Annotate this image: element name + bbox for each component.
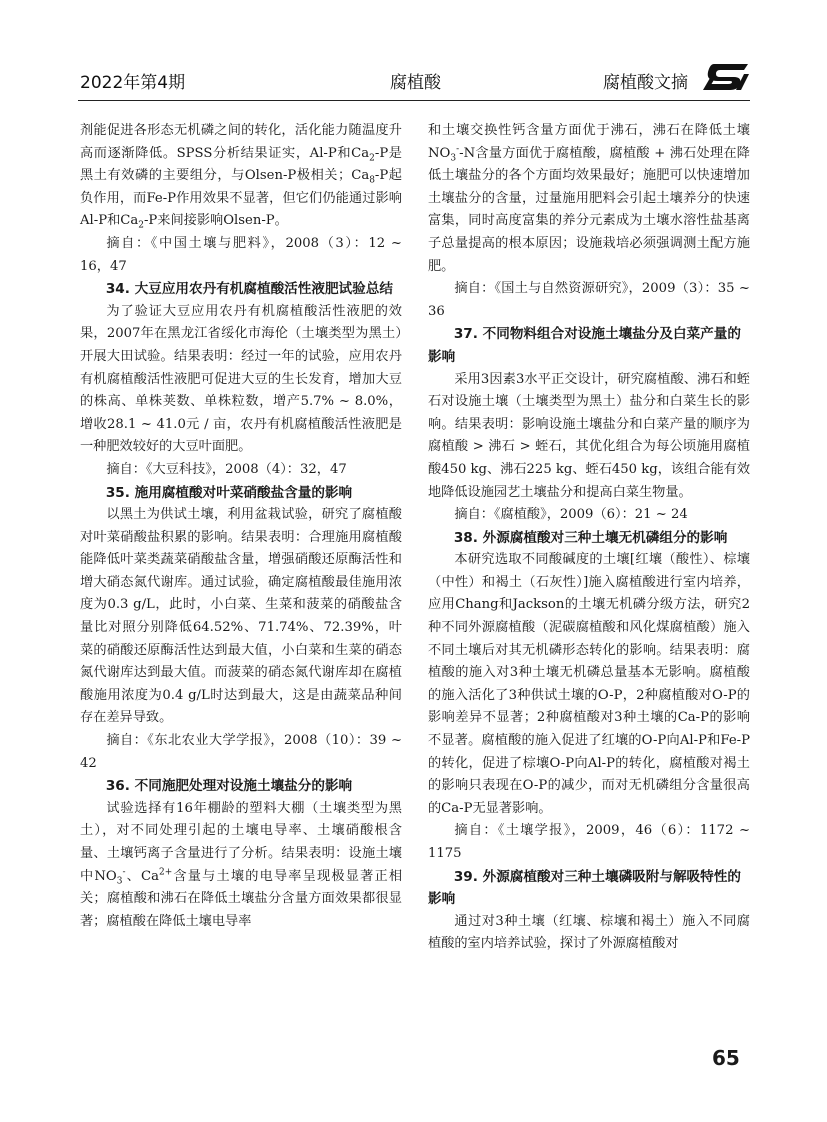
heading-39: 39. 外源腐植酸对三种土壤磷吸附与解吸特性的影响: [428, 868, 741, 908]
page-header: [0, 0, 827, 104]
heading-35: 35. 施用腐植酸对叶菜硝酸盐含量的影响: [105, 484, 353, 501]
right-column: [428, 120, 750, 956]
heading-37: 37. 不同物料组合对设施土壤盐分及白菜产量的影响: [428, 326, 741, 365]
paragraph-35: 以黑土为供试土壤，利用盆栽试验，研究了腐植酸对叶菜硝酸盐积累的影响。结果表明：合理施用腐植酸能降低叶菜类蔬菜硝酸盐含量，增强硝酸还原酶活性和增大硝态氮代谢库。通过试验，确定腐植酸最佳施用浓度为0.3 g/L，此时，小白菜、生菜和菠菜的硝酸盐含量比对照分别降低64.52%、71.74%、72.39%，叶菜的硝酸还原酶活性达到最大值，小白菜和生菜的硝态氮代谢库达到最大值。而菠菜的硝态氮代谢库却在腐植酸施用浓度为0.4 g/L时达到最大，这是由蔬菜品种间存在差异导致。: [80, 507, 402, 726]
paragraph-38: 本研究选取不同酸碱度的土壤[红壤（酸性）、棕壤（中性）和褐土（石灰性）]施入腐植酸进行室内培养，应用Chang和Jackson的土壤无机磷分级方法，研究2种不同外源腐植酸（泥碳腐植酸和风化煤腐植酸）施入不同土壤后对其无机磷形态转化的影响。结果表明：腐植酸的施入对3种土壤无机磷总量基本无影响。腐植酸的施入活化了3种供试土壤的O-P，2种腐植酸对O-P的影响差异不显著；2种腐植酸对3种土壤的Ca-P的影响不显著。腐植酸的施入促进了红壤的O-P向Al-P和Fe-P的转化，促进了棕壤O-P向Al-P的转化，腐植酸对褐土的影响只表现在O-P的减少，而对无机磷组分含量很高的Ca-P无显著影响。: [428, 552, 750, 816]
continued-paragraph-right: 和土壤交换性钙含量方面优于沸石，沸石在降低土壤$NO_3^--N$含量方面优于腐植酸，腐植酸 + 沸石处理在降低土壤盐分的各个方面均效果最好；施肥可以快速增加土壤盐分的含量，过量施用肥料会引起土壤养分的快速富集，同时高度富集的养分元素成为土壤水溶性盐基离子总量提高的根本原因；设施栽培必须强调测土配方施肥。: [428, 123, 750, 274]
issue-label: 2022年第4期: [80, 73, 186, 93]
citation-36: 摘自：《国土与自然资源研究》，2009（3）：35 ~ 36: [428, 281, 750, 319]
page-number: 65: [712, 1046, 740, 1070]
citation-34: 摘自：《大豆科技》，2008（4）：32，47: [106, 461, 347, 477]
journal-logo-icon: [700, 62, 752, 92]
heading-38: 38. 外源腐植酸对三种土壤无机磷组分的影响: [453, 529, 728, 546]
left-column: [80, 120, 402, 933]
paragraph-39: 通过对3种土壤（红壤、棕壤和褐土）施入不同腐植酸的室内培养试验，探讨了外源腐植酸对: [428, 913, 750, 952]
heading-36: 36. 不同施肥处理对设施土壤盐分的影响: [105, 778, 353, 795]
heading-34: 34. 大豆应用农丹有机腐植酸活性液肥试验总结: [105, 281, 393, 298]
header-rule: [78, 100, 750, 101]
section-title: 腐植酸文摘: [603, 73, 688, 93]
citation-37: 摘自：《腐植酸》，2009（6）：21 ~ 24: [454, 507, 688, 523]
citation-38: 摘自：《土壤学报》，2009，46（6）：1172 ~ 1175: [428, 823, 750, 861]
paragraph-37: 采用3因素3水平正交设计，研究腐植酸、沸石和蛭石对设施土壤（土壤类型为黑土）盐分和白菜生长的影响。结果表明：影响设施土壤盐分和白菜产量的顺序为腐植酸 > 沸石 > 蛭石，其优化组合为每公顷施用腐植酸450 kg、沸石225 kg、蛭石450 kg，该组合能有效地降低设施园艺土壤盐分和提高白菜生物量。: [428, 371, 751, 500]
citation-35: 摘自：《东北农业大学学报》，2008（10）：39 ~ 42: [80, 733, 402, 771]
citation-33: 摘自：《中国土壤与肥料》，2008（3）：12 ~ 16，47: [80, 235, 402, 274]
continued-paragraph: 剂能促进各形态无机磷之间的转化，活化能力随温度升高而逐渐降低。SPSS分析结果证实，Al-P和$Ca_2-P$是黑土有效磷的主要组分，与Olsen-P极相关；$Ca_8-P$起负作用，而Fe-P作用效果不显著，但它们仍能通过影响Al-P和$Ca_2-P$来间接影响Olsen-P。: [80, 123, 402, 232]
paragraph-36: 试验选择有16年棚龄的塑料大棚（土壤类型为黑土），对不同处理引起的土壤电导率、土壤硝酸根含量、土壤钙离子含量进行了分析。结果表明：设施土壤中$NO_3^-$、$Ca^{2+}$含量与土壤的电导率呈现极显著正相关；腐植酸和沸石在降低土壤盐分含量方面效果都很显著；腐植酸在降低土壤电导率: [80, 800, 403, 929]
paragraph-34: 为了验证大豆应用农丹有机腐植酸活性液肥的效果，2007年在黑龙江省绥化市海伦（土壤类型为黑土）开展大田试验。结果表明：经过一年的试验，应用农丹有机腐植酸活性液肥可促进大豆的生长发育，增加大豆的株高、单株荚数、单株粒数，增产5.7% ~ 8.0%，增收28.1 ~ 41.0元 / 亩，农丹有机腐植酸活性液肥是一种肥效较好的大豆叶面肥。: [80, 303, 402, 455]
journal-title: 腐植酸: [390, 73, 441, 93]
